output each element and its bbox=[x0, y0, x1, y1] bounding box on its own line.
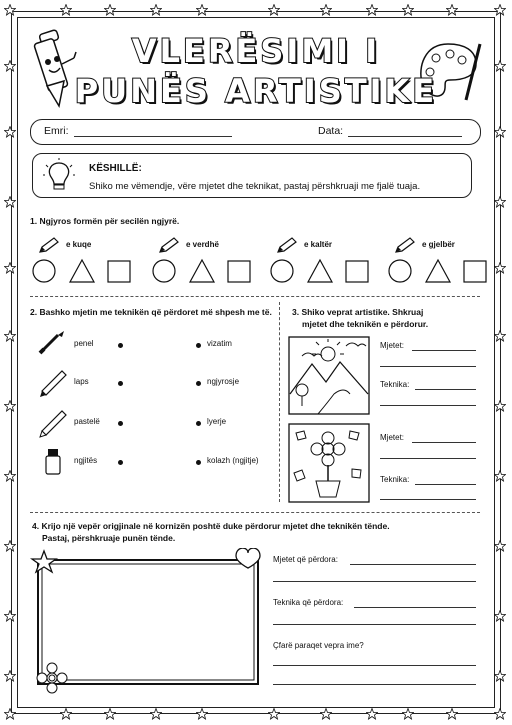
technique-used-field[interactable] bbox=[354, 607, 476, 608]
artwork1-technique-label: Teknika: bbox=[380, 380, 410, 389]
star-icon bbox=[60, 4, 72, 16]
star-icon bbox=[494, 126, 506, 138]
star-icon bbox=[4, 540, 16, 552]
star-icon bbox=[4, 196, 16, 208]
artwork2-technique-field-2[interactable] bbox=[380, 499, 476, 500]
section1-heading: 1. Ngjyros formën për secilën ngjyrë. bbox=[30, 216, 180, 226]
shapes-to-color[interactable] bbox=[388, 258, 492, 284]
crayon-icon bbox=[38, 236, 60, 254]
star-icon bbox=[150, 4, 162, 16]
flower-collage-image bbox=[288, 423, 370, 503]
tool-label: ngjitës bbox=[74, 456, 98, 465]
tips-heading: KËSHILLË: bbox=[89, 163, 142, 174]
artwork-description-field[interactable] bbox=[273, 665, 476, 666]
artwork1-technique-field[interactable] bbox=[415, 389, 476, 390]
star-icon bbox=[366, 708, 378, 720]
star-icon bbox=[104, 708, 116, 720]
match-dot[interactable] bbox=[196, 381, 201, 386]
section2-heading: 2. Bashko mjetin me teknikën që përdoret më shpesh me të. bbox=[30, 307, 272, 317]
star-icon bbox=[494, 330, 506, 342]
star-icon bbox=[494, 610, 506, 622]
title-line-2: PUNËS ARTISTIKE bbox=[74, 72, 438, 110]
color-label: e gjelbër bbox=[422, 240, 455, 249]
star-icon bbox=[4, 708, 16, 720]
artwork2-tools-field[interactable] bbox=[412, 442, 476, 443]
section4-heading-line2: Pastaj, përshkruaje punën tënde. bbox=[42, 533, 176, 543]
tools-used-label: Mjetet që përdora: bbox=[273, 555, 338, 564]
date-field[interactable] bbox=[348, 136, 462, 137]
star-icon bbox=[268, 4, 280, 16]
name-label: Emri: bbox=[44, 125, 69, 137]
section4-heading-line1: 4. Krijo një vepër origjinale në kornizën poshtë duke përdorur mjetet dhe teknikën tënde. bbox=[32, 521, 390, 531]
star-icon bbox=[104, 4, 116, 16]
divider-vertical bbox=[279, 302, 280, 502]
tools-used-field[interactable] bbox=[350, 564, 476, 565]
color-label: e kuqe bbox=[66, 240, 92, 249]
star-icon bbox=[494, 670, 506, 682]
star-icon bbox=[446, 4, 458, 16]
star-icon bbox=[4, 610, 16, 622]
star-icon bbox=[196, 4, 208, 16]
technique-label: vizatim bbox=[207, 339, 232, 348]
title-line-1: VLERËSIMI I bbox=[131, 32, 381, 70]
star-icon bbox=[494, 4, 506, 16]
star-icon bbox=[4, 126, 16, 138]
artwork-question-label: Çfarë paraqet vepra ime? bbox=[273, 641, 364, 650]
technique-label: lyerje bbox=[207, 417, 227, 426]
star-icon bbox=[268, 708, 280, 720]
star-icon bbox=[494, 470, 506, 482]
divider bbox=[30, 296, 480, 297]
star-icon bbox=[366, 4, 378, 16]
artwork1-technique-field-2[interactable] bbox=[380, 405, 476, 406]
match-dot[interactable] bbox=[118, 343, 123, 348]
star-icon bbox=[320, 708, 332, 720]
name-field[interactable] bbox=[74, 136, 232, 137]
match-dot[interactable] bbox=[196, 343, 201, 348]
glue-stick-icon bbox=[38, 446, 70, 478]
star-icon bbox=[4, 330, 16, 342]
shapes-to-color[interactable] bbox=[152, 258, 256, 284]
crayon-icon bbox=[394, 236, 416, 254]
star-icon bbox=[320, 4, 332, 16]
match-dot[interactable] bbox=[196, 460, 201, 465]
tools-used-field-2[interactable] bbox=[273, 581, 476, 582]
match-dot[interactable] bbox=[118, 421, 123, 426]
technique-used-field-2[interactable] bbox=[273, 624, 476, 625]
star-icon bbox=[4, 470, 16, 482]
match-dot[interactable] bbox=[118, 460, 123, 465]
star-icon bbox=[4, 670, 16, 682]
name-date-bar bbox=[30, 119, 481, 145]
technique-label: kolazh (ngjitje) bbox=[207, 456, 259, 465]
star-icon bbox=[446, 708, 458, 720]
artwork1-tools-label: Mjetet: bbox=[380, 341, 405, 350]
paintbrush-icon bbox=[38, 329, 70, 361]
crayon-icon bbox=[158, 236, 180, 254]
pencil-icon bbox=[38, 367, 70, 399]
crayon-icon bbox=[276, 236, 298, 254]
section3-heading-line1: 3. Shiko veprat artistike. Shkruaj bbox=[292, 307, 424, 317]
match-dot[interactable] bbox=[196, 421, 201, 426]
artwork2-technique-field[interactable] bbox=[415, 484, 476, 485]
star-icon bbox=[4, 262, 16, 274]
artwork1-tools-field[interactable] bbox=[412, 350, 476, 351]
tool-label: pastelë bbox=[74, 417, 100, 426]
artwork2-technique-label: Teknika: bbox=[380, 475, 410, 484]
tool-label: laps bbox=[74, 377, 89, 386]
tool-label: penel bbox=[74, 339, 94, 348]
landscape-artwork-image bbox=[288, 336, 370, 415]
star-icon bbox=[494, 400, 506, 412]
date-label: Data: bbox=[318, 125, 344, 137]
color-label: e kaltër bbox=[304, 240, 333, 249]
tips-text: Shiko me vëmendje, vëre mjetet dhe teknikat, pastaj përshkruaji me fjalë tuaja. bbox=[89, 181, 421, 192]
lightbulb-icon bbox=[42, 157, 76, 193]
star-icon bbox=[4, 4, 16, 16]
match-dot[interactable] bbox=[118, 381, 123, 386]
star-icon bbox=[494, 708, 506, 720]
technique-used-label: Teknika që përdora: bbox=[273, 598, 344, 607]
pastel-icon bbox=[38, 407, 70, 439]
star-icon bbox=[494, 262, 506, 274]
star-icon bbox=[196, 708, 208, 720]
drawing-frame[interactable] bbox=[30, 548, 266, 694]
star-icon bbox=[60, 708, 72, 720]
section3-heading-line2: mjetet dhe teknikën e përdorur. bbox=[302, 319, 429, 329]
artwork2-tools-label: Mjetet: bbox=[380, 433, 405, 442]
color-label: e verdhë bbox=[186, 240, 219, 249]
star-icon bbox=[402, 4, 414, 16]
technique-label: ngjyrosje bbox=[207, 377, 240, 386]
divider bbox=[30, 512, 480, 513]
star-icon bbox=[494, 196, 506, 208]
artwork-description-field-2[interactable] bbox=[273, 684, 476, 685]
star-icon bbox=[494, 540, 506, 552]
star-icon bbox=[402, 708, 414, 720]
artwork2-tools-field-2[interactable] bbox=[380, 458, 476, 459]
shapes-to-color[interactable] bbox=[270, 258, 374, 284]
shapes-to-color[interactable] bbox=[32, 258, 136, 284]
artwork1-tools-field-2[interactable] bbox=[380, 366, 476, 367]
star-icon bbox=[150, 708, 162, 720]
star-icon bbox=[4, 400, 16, 412]
